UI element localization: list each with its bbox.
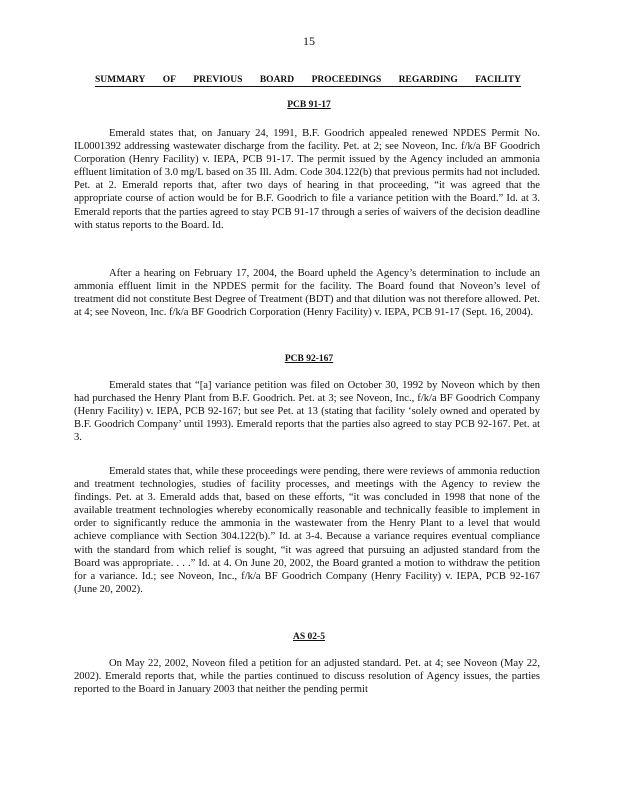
subheading-pcb-92-167: PCB 92-167: [284, 354, 334, 364]
subheading-as-02-5: AS 02-5: [293, 632, 325, 642]
heading-word: OF: [162, 75, 176, 85]
section-heading-summary: [95, 75, 521, 87]
paragraph: On May 22, 2002, Noveon filed a petition for an adjusted standard. Pet. at 4; see Noveon (May 22, 2002). Emerald reports that, while the parties continued to discuss resolution of Agency issues, the parties reported to the Board in January 2003 that neither the pending permit: [74, 658, 540, 696]
paragraph: After a hearing on February 17, 2004, the Board upheld the Agency’s determination to include an ammonia effluent limit in the NPDES permit for the facility. The Board found that Noveon’s level of treatment did not constitute Best Degree of Treatment (BDT) and that dilution was not therefore allowed. Pet. at 4; see Noveon, Inc. f/k/a BF Goodrich Corporation (Henry Facility) v. IEPA, PCB 91-17 (Sept. 16, 2004).: [74, 268, 540, 319]
heading-word: SUMMARY: [95, 75, 146, 85]
paragraph: Emerald states that, on January 24, 1991, B.F. Goodrich appealed renewed NPDES Permit No. IL0001392 addressing wastewater discharge from the facility. Pet. at 2; see Noveon, Inc. f/k/a BF Goodrich Corporation (Henry Facility) v. IEPA, PCB 91-17. The permit issued by the Agency included an ammonia effluent limitation of 3.0 mg/L based on 35 Ill. Adm. Code 304.122(b) that previous permits had not included. Pet. at 2. Emerald reports that, after two days of hearing in that proceeding, “it was agreed that the appropriate course of action would be for B.F. Goodrich to file a variance petition with the Board.” Id. at 3. Emerald reports that the parties agreed to stay PCB 91-17 through a series of waivers of the decision deadline with status reports to the Board. Id.: [74, 128, 540, 231]
heading-word: REGARDING: [398, 75, 458, 85]
heading-word: PREVIOUS: [193, 75, 243, 85]
paragraph: Emerald states that, while these proceedings were pending, there were reviews of ammonia reduction and treatment technologies, studies of facility processes, and meetings with the Agency to review the findings. Pet. at 3. Emerald adds that, based on these efforts, “it was concluded in 1998 that none of the available treatment technologies whereby economically reasonable and technically feasible to implement in order to significantly reduce the ammonia in the wastewater from the Henry Plant to a level that would achieve compliance with Section 304.122(b).” Id. at 3-4. Because a variance requires eventual compliance with the standard from which relief is sought, “it was agreed that pursuing an adjusted standard from the Board was appropriate. . . .” Id. at 4. On June 20, 2002, the Board granted a motion to withdraw the petition for a variance. Id.; see Noveon, Inc., f/k/a BF Goodrich Company (Henry Facility) v. IEPA, PCB 92-167 (June 20, 2002).: [74, 466, 540, 595]
paragraph: Emerald states that “[a] variance petition was filed on October 30, 1992 by Noveon which by then had purchased the Henry Plant from B.F. Goodrich. Pet. at 3; see Noveon, Inc., f/k/a BF Goodrich Company (Henry Facility) v. IEPA, PCB 92-167; but see Pet. at 13 (stating that facility ‘solely owned and operated by B.F. Goodrich Company’ until 1993). Emerald reports that the parties also agreed to stay PCB 92-167. Pet. at 3.: [74, 380, 540, 444]
heading-word: FACILITY: [475, 75, 521, 85]
subheading-pcb-91-17: PCB 91-17: [287, 100, 331, 110]
page-number: 15: [303, 34, 315, 48]
heading-word: BOARD: [259, 75, 295, 85]
heading-word: PROCEEDINGS: [311, 75, 382, 85]
